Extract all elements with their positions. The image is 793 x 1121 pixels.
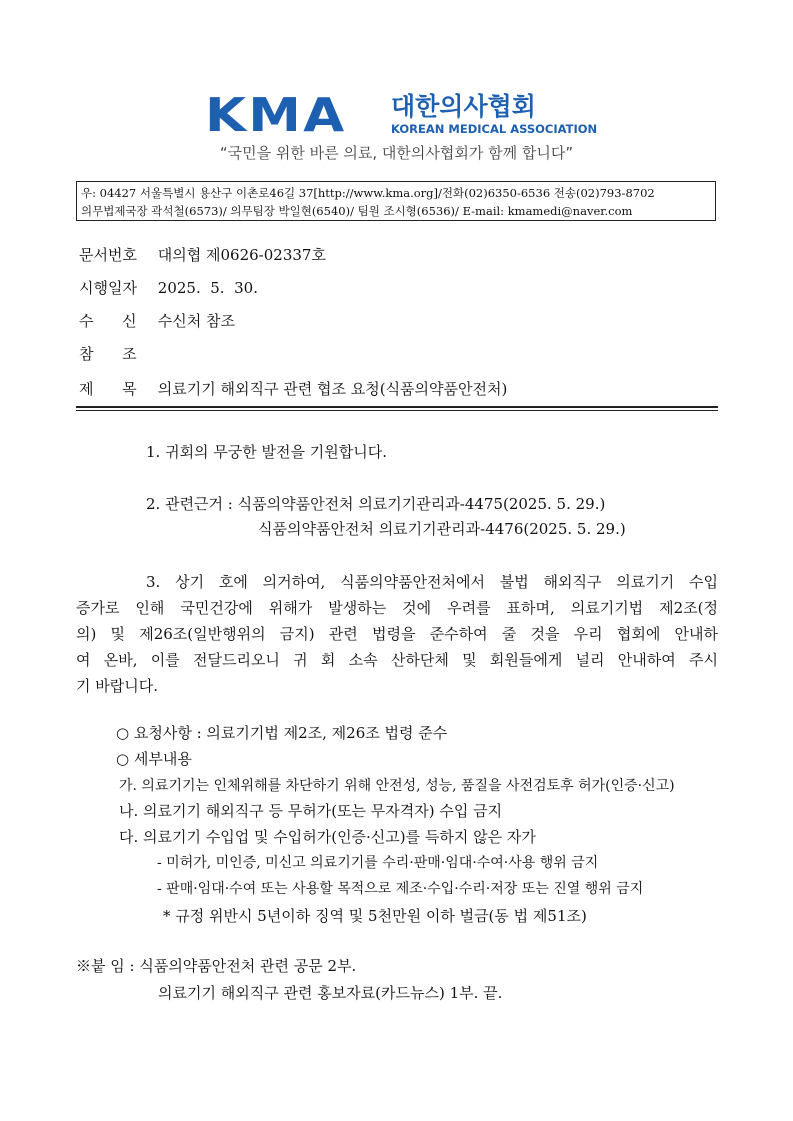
detail-na: 나. 의료기기 해외직구 등 무허가(또는 무자격자) 수입 금지	[119, 802, 503, 820]
item-3-line: 기 바랍니다.	[76, 677, 158, 695]
doc-number-label: 문서번호	[79, 246, 137, 264]
contact-line-1: 우: 04427 서울특별시 용산구 이촌로46길 37[http://www.kma.org]/전화(02)6350-6536 전송(02)793-8702	[81, 186, 655, 200]
subject-row	[79, 378, 507, 399]
item-3-paragraph	[76, 569, 718, 699]
org-name-kor: 대한의사협회	[391, 92, 536, 121]
date-label: 시행일자	[79, 279, 137, 297]
date-row	[79, 277, 258, 298]
doc-number-row	[79, 244, 326, 265]
reference-label: 참 조	[79, 345, 137, 363]
item-1: 1. 귀회의 무궁한 발전을 기원합니다.	[146, 443, 388, 461]
divider-thick	[76, 406, 718, 408]
detail-note: * 규정 위반시 5년이하 징역 및 5천만원 이하 벌금(동 법 제51조)	[163, 907, 587, 925]
contact-line-2: 의무법제국장 곽석철(6573)/ 의무팀장 박일현(6540)/ 팀원 조시형(6536)/ E-mail: kmamedi@naver.com	[81, 204, 633, 218]
contact-box	[76, 181, 716, 221]
detail-dash-2: - 판매·임대·수여 또는 사용할 목적으로 제조·수입·수리·저장 또는 진열 행위 금지	[157, 881, 644, 897]
item-2-line-2: 식품의약품안전처 의료기기관리과-4476(2025. 5. 29.)	[258, 520, 626, 538]
detail-da: 다. 의료기기 수입업 및 수입허가(인증·신고)를 득하지 않은 자가	[119, 828, 536, 846]
details-header: ○ 세부내용	[116, 750, 192, 768]
doc-number: 대의협 제0626-02337호	[157, 246, 326, 264]
detail-dash-1: - 미허가, 미인증, 미신고 의료기기를 수리·판매·임대·수여·사용 행위 금지	[157, 855, 599, 871]
item-3-line: 3. 상기 호에 의거하여, 식품의약품안전처에서 불법 해외직구 의료기기 수입	[146, 573, 718, 591]
subject-label: 제 목	[79, 380, 137, 398]
item-3-line: 여 온바, 이를 전달드리오니 귀 회 소속 산하단체 및 회원들에게 널리 안내하여 주시	[76, 651, 718, 669]
item-2-line-1: 2. 관련근거 : 식품의약품안전처 의료기기관리과-4475(2025. 5. 29.)	[146, 495, 606, 513]
recipient-label: 수 신	[79, 312, 137, 330]
attachment-line-2: 의료기기 해외직구 관련 홍보자료(카드뉴스) 1부. 끝.	[158, 984, 503, 1002]
divider-thin	[76, 410, 718, 411]
detail-ga: 가. 의료기기는 인체위해를 차단하기 위해 안전성, 성능, 품질을 사전검토후 허가(인증·신고)	[119, 778, 675, 794]
kma-logo	[205, 88, 598, 142]
item-3-line: 증가로 인해 국민건강에 위해가 발생하는 것에 우려를 표하며, 의료기기법 제2조(정	[76, 599, 718, 617]
recipient-row	[79, 310, 235, 331]
recipient-value: 수신처 참조	[157, 312, 235, 330]
date-value: 2025. 5. 30.	[157, 279, 258, 297]
reference-row	[79, 343, 153, 364]
item-3-line: 의) 및 제26조(일반행위의 금지) 관련 법령을 준수하여 줄 것을 우리 협회에 안내하	[76, 625, 718, 643]
org-name-eng: KOREAN MEDICAL ASSOCIATION	[391, 122, 598, 136]
request-line: ○ 요청사항 : 의료기기법 제2조, 제26조 법령 준수	[116, 724, 448, 742]
slogan: “국민을 위한 바른 의료, 대한의사협회가 함께 합니다”	[219, 144, 574, 162]
attachment-label: ※붙 임 : 식품의약품안전처 관련 공문 2부.	[76, 957, 357, 975]
subject-value: 의료기기 해외직구 관련 협조 요청(식품의약품안전처)	[157, 380, 508, 398]
logo-text: KMA	[205, 88, 347, 142]
